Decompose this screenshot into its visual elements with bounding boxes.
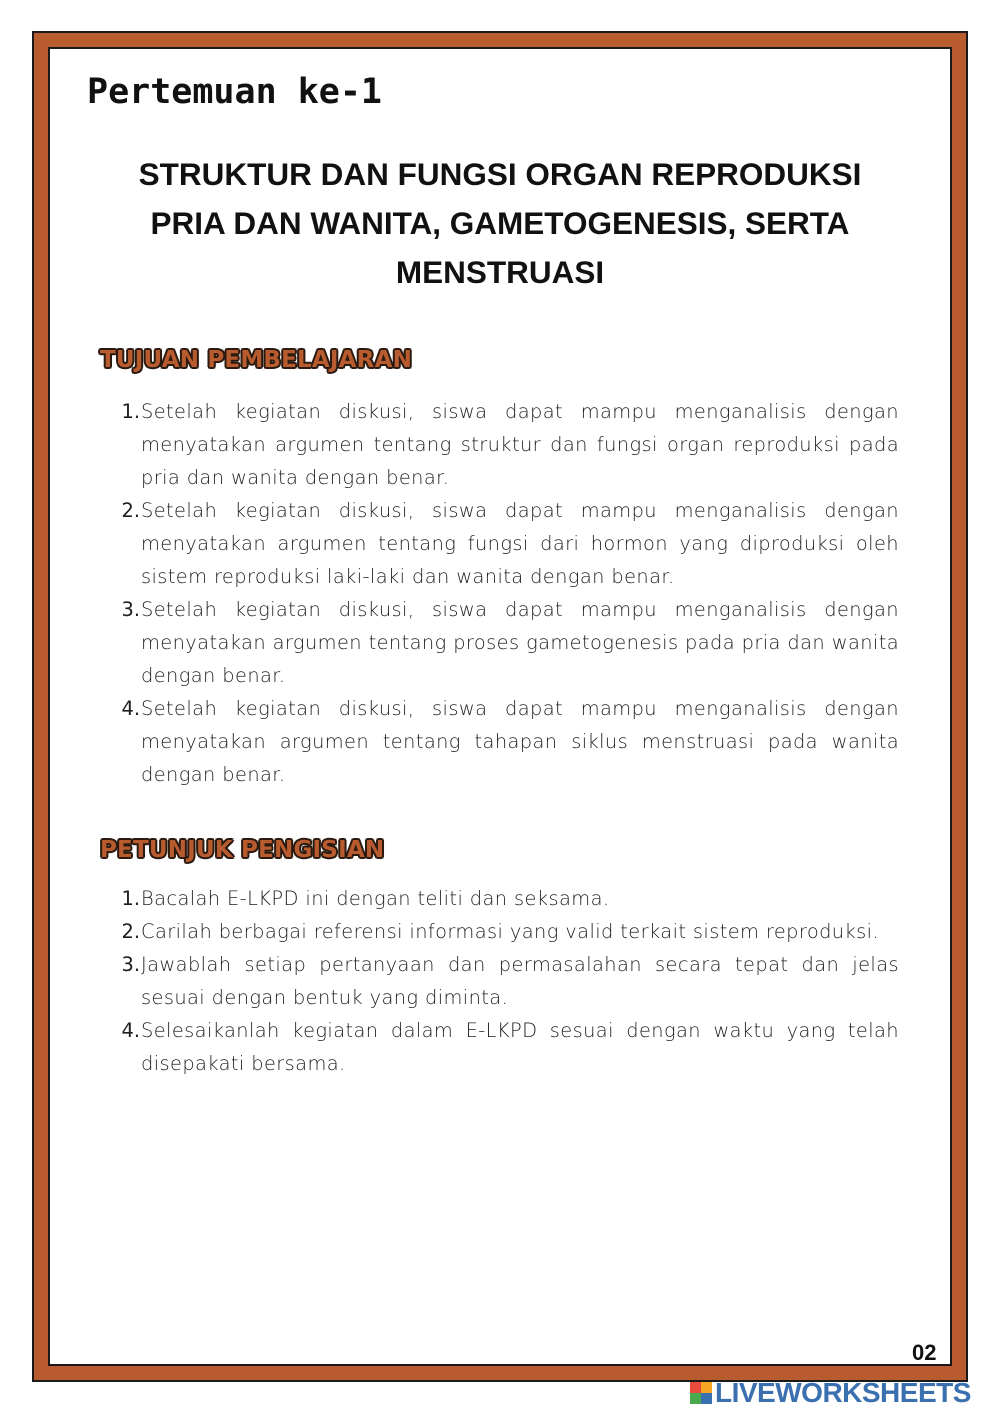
watermark-text: LIVEWORKSHEETS [715, 1377, 971, 1408]
list-item-text: Carilah berbagai referensi informasi yang valid terkait sistem reproduksi. [141, 920, 879, 943]
list-item-text: Setelah kegiatan diskusi, siswa dapat mampu menganalisis dengan menyatakan argumen tentang fungsi dari hormon yang diproduksi oleh sistem reproduksi laki-laki dan wanita dengan benar. [141, 499, 899, 588]
list-item-number: 1. [121, 400, 140, 423]
list-item [112, 882, 899, 915]
title-line: PRIA DAN WANITA, GAMETOGENESIS, SERTA [150, 205, 850, 241]
list-item [112, 948, 899, 1014]
page-number: 02 [912, 1340, 937, 1365]
list-item-text: Selesaikanlah kegiatan dalam E-LKPD sesuai dengan waktu yang telah disepakati bersama. [141, 1019, 899, 1075]
list-item-number: 4. [121, 697, 140, 720]
list-item-number: 2. [121, 920, 140, 943]
page-title [100, 150, 900, 297]
list-item-text: Bacalah E-LKPD ini dengan teliti dan seksama. [141, 887, 610, 910]
title-line: MENSTRUASI [395, 254, 605, 290]
objectives-list [112, 395, 899, 791]
list-item-text: Jawablah setiap pertanyaan dan permasalahan secara tepat dan jelas sesuai dengan bentuk yang diminta. [141, 953, 899, 1009]
list-item-number: 3. [121, 953, 140, 976]
list-item-text: Setelah kegiatan diskusi, siswa dapat mampu menganalisis dengan menyatakan argumen tentang proses gametogenesis pada pria dan wanita dengan benar. [141, 598, 899, 687]
liveworksheets-logo-icon [690, 1382, 712, 1404]
list-item [112, 494, 899, 593]
list-item [112, 692, 899, 791]
list-item-text: Setelah kegiatan diskusi, siswa dapat mampu menganalisis dengan menyatakan argumen tentang struktur dan fungsi organ reproduksi pada pria dan wanita dengan benar. [141, 400, 899, 489]
list-item-number: 3. [121, 598, 140, 621]
list-item-number: 1. [121, 887, 140, 910]
list-item [112, 1014, 899, 1080]
list-item-number: 4. [121, 1019, 140, 1042]
instructions-list [112, 882, 899, 1080]
meeting-label: Pertemuan ke-1 [87, 72, 383, 112]
title-line: STRUKTUR DAN FUNGSI ORGAN REPRODUKSI [138, 156, 862, 192]
instructions-heading: PETUNJUK PENGISIAN [100, 837, 385, 863]
watermark[interactable] [690, 1376, 971, 1410]
objectives-heading: TUJUAN PEMBELAJARAN [100, 347, 413, 373]
list-item [112, 593, 899, 692]
list-item-text: Setelah kegiatan diskusi, siswa dapat mampu menganalisis dengan menyatakan argumen tentang tahapan siklus menstruasi pada wanita dengan benar. [141, 697, 899, 786]
list-item-number: 2. [121, 499, 140, 522]
list-item [112, 395, 899, 494]
list-item [112, 915, 899, 948]
